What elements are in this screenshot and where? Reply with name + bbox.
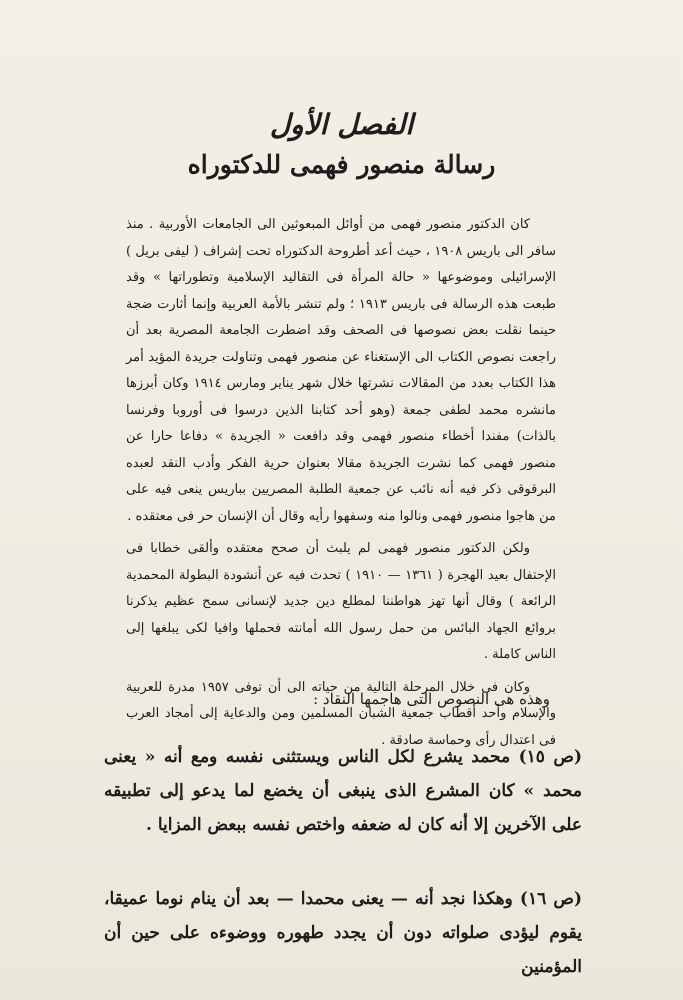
chapter-heading: الفصل الأول [269,108,414,141]
quotes-intro: وهذه هى النصوص التى هاجمها النقاد : [313,690,550,708]
quote-item: (ص ١٦) وهكذا نجد أنه — يعنى محمدا — بعد أن ينام نوما عميقا، يقوم ليؤدى صلواته دون أن يجدد طهوره ووضوءه على حين أن المؤمنين [104,889,582,977]
chapter-title: رسالة منصور فهمى للدكتوراه [187,150,496,179]
paragraph: كان الدكتور منصور فهمى من أوائل المبعوثين الى الجامعات الأوربية . منذ سافر الى باريس ١٩٠٨ ، حيث أعد أطروحة الدكتوراه تحت إشراف ( ليفى بريل ) الإسرائيلى وموضوعها « حالة المرأة فى التقاليد الإسلامية وتطوراتها » وقد طبعت هذه الرسالة فى باريس ١٩١٣ ؛ ولم تنشر بالأمة العربية وإنما أثارت ضجة حينما نقلت بعض نصوصها فى الصحف وقد اضطرت الجامعة المصرية بعد أن راجعت نصوص الكتاب الى الإستغناء عن منصور فهمى وتناولت جريدة المؤيد أمر هذا الكتاب بعدد من المقالات نشرتها خلال شهر يناير ومارس ١٩١٤ وكان أبرزها مانشره محمد لطفى جمعة (وهو أحد كتابنا الذين درسوا فى أوروبا وفرنسا بالذات) مفندا أخطاء منصور فهمى وقد دافعت « الجريدة » دفاعا حارا عن منصور فهمى كما نشرت الجريدة مقالا بعنوان حرية الفكر وأدب النقد لعبده البرقوقى ذكر فيه أنه نائب عن جمعية الطلبة المصريين بباريس ينعى فيه على من هاجوا منصور فهمى ونالوا منه وسفهوا رأيه وقال أن الإنسان حر فى معتقده . [126,217,556,524]
quote-item: (ص ١٥) محمد يشرع لكل الناس ويستثنى نفسه ومع أنه « يعنى محمد » كان المشرع الذى ينبغى أن يخضع لما يدعو إلى تطبيقه على الآخرين إلا أنه كان له ضعفه واختص نفسه ببعض المزايا . [104,747,583,835]
paragraph: ولكن الدكتور منصور فهمى لم يلبث أن صحح معتقده وألقى خطابا فى الإحتفال بعيد الهجرة ( ١٣٦١ — ١٩١٠ ) تحدث فيه عن أنشودة البطولة المحمدية الرائعة ) وقال أنها تهز هواطننا لمطلع دين جديد لإنسانى سمح عظيم يذكرنا بروائع الجهاد البائس من حمل رسول الله أمانته فحملها وافيا لكى يبلغها إلى الناس كاملة . [126,541,556,662]
body-text [126,212,556,754]
paragraph: وكان فى خلال المرحلة التالية من حياته الى أن توفى ١٩٥٧ مدرة للعربية والإسلام وأحد أقطاب جمعية الشبان المسلمين ومن والدعاية إلى أمجاد العرب فى اعتدال رأى وحماسة صادقة . [126,679,556,748]
quoted-texts [104,740,582,984]
